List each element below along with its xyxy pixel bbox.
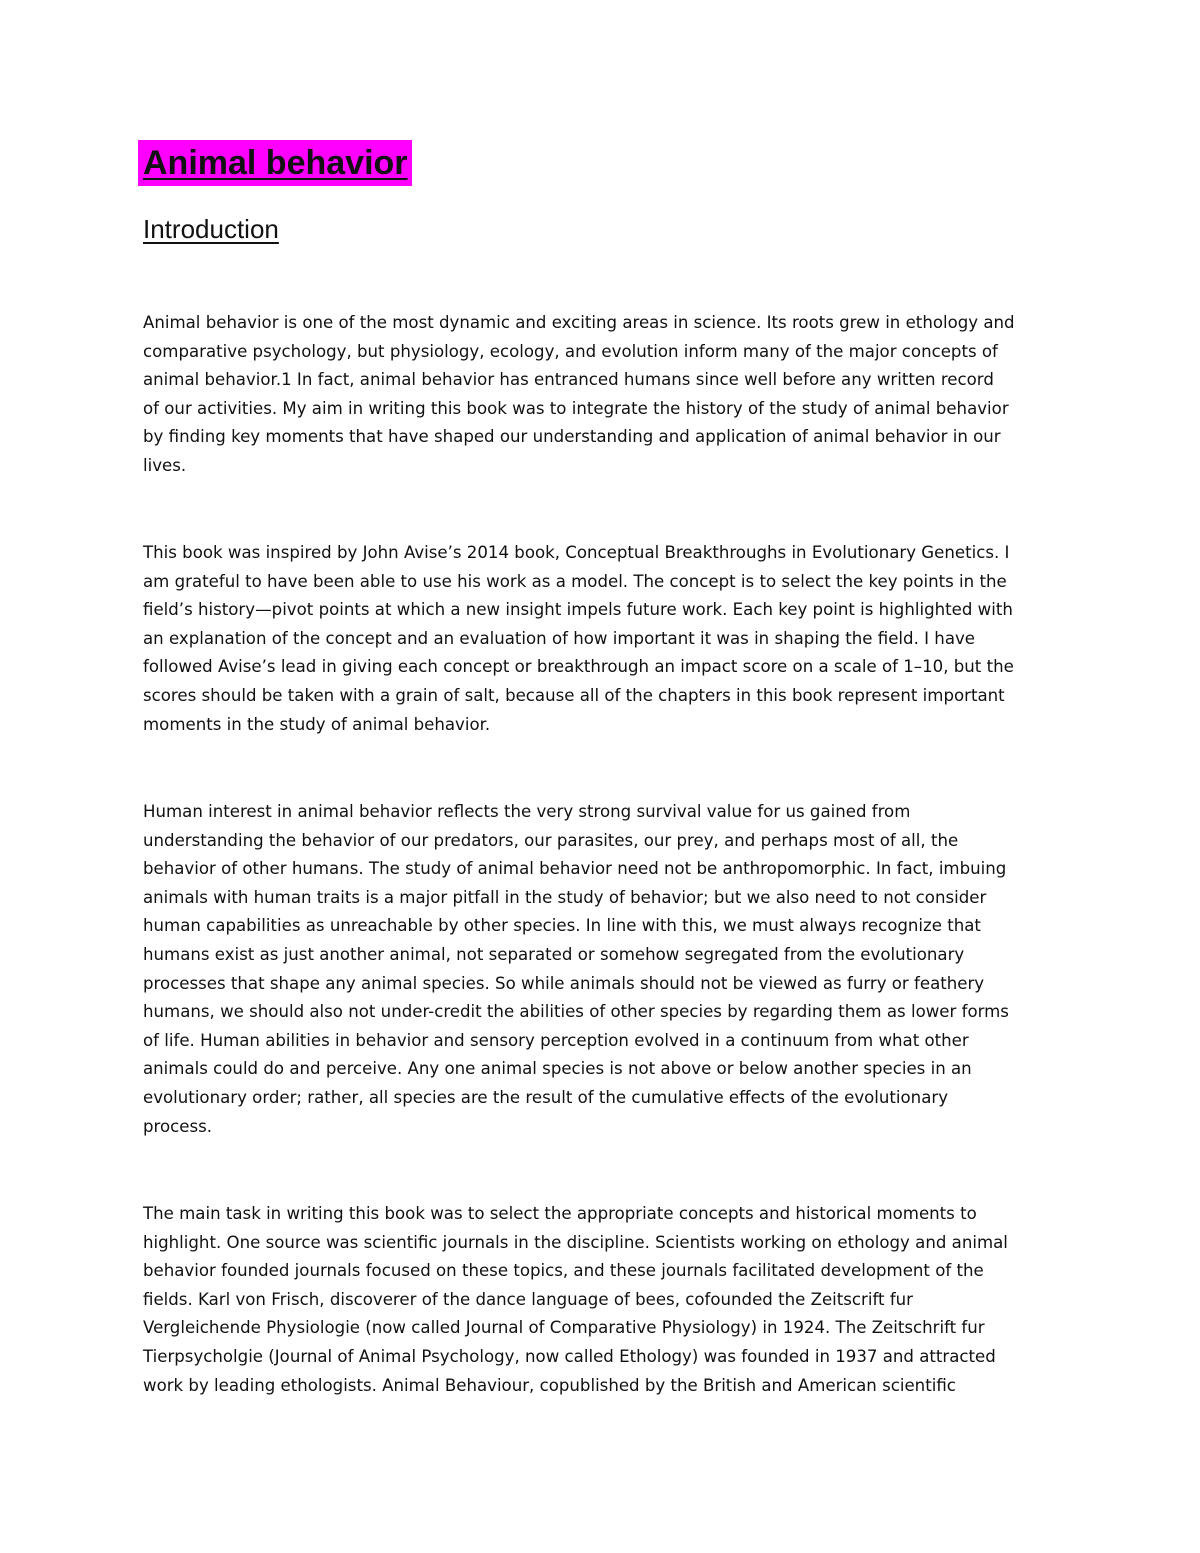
text-line: behavior of other humans. The study of animal behavior need not be anthropomorphic. In fact, imbuing (143, 859, 1007, 879)
text-line: highlight. One source was scientific journals in the discipline. Scientists working on ethology and animal (143, 1232, 1008, 1252)
text-line: Tierpsycholgie (Journal of Animal Psychology, now called Ethology) was founded in 1937 and attracted (143, 1346, 996, 1366)
section-heading-introduction: Introduction (143, 214, 279, 244)
text-line: human capabilities as unreachable by other species. In line with this, we must always recognize that (143, 916, 981, 936)
text-line: humans exist as just another animal, not separated or somehow segregated from the evolutionary (143, 944, 965, 964)
paragraph-3 (143, 798, 1073, 1141)
text-line: understanding the behavior of our predators, our parasites, our prey, and perhaps most of all, the (143, 830, 959, 850)
text-line: fields. Karl von Frisch, discoverer of the dance language of bees, cofounded the Zeitscrift fur (143, 1289, 914, 1309)
paragraph-2 (143, 539, 1073, 739)
text-line: comparative psychology, but physiology, ecology, and evolution inform many of the major concepts of (143, 341, 998, 361)
text-line: The main task in writing this book was to select the appropriate concepts and historical moments to (143, 1204, 977, 1223)
text-line: by finding key moments that have shaped our understanding and application of animal behavior in our (143, 427, 1001, 447)
text-line: an explanation of the concept and an evaluation of how important it was in shaping the field. I have (143, 628, 976, 648)
text-line: of life. Human abilities in behavior and sensory perception evolved in a continuum from what other (143, 1030, 969, 1050)
document-title: Animal behavior (138, 140, 412, 186)
text-line: Human interest in animal behavior reflects the very strong survival value for us gained from (143, 802, 911, 821)
paragraph-1 (143, 309, 1073, 481)
text-line: followed Avise’s lead in giving each concept or breakthrough an impact score on a scale of 1–10, but the (143, 657, 1014, 677)
text-line: process. (143, 1116, 213, 1136)
text-line: evolutionary order; rather, all species are the result of the cumulative effects of the evolutionary (143, 1087, 949, 1107)
paragraph-4 (143, 1200, 1073, 1400)
text-line: of our activities. My aim in writing this book was to integrate the history of the study of animal behavior (143, 398, 1009, 418)
text-line: behavior founded journals focused on these topics, and these journals facilitated development of the (143, 1261, 984, 1281)
text-line: This book was inspired by John Avise’s 2014 book, Conceptual Breakthroughs in Evolutionary Genetics. I (143, 543, 1010, 562)
text-line: Animal behavior is one of the most dynamic and exciting areas in science. Its roots grew in ethology and (143, 313, 1015, 332)
text-line: processes that shape any animal species. So while animals should not be viewed as furry or feathery (143, 973, 985, 993)
text-line: Vergleichende Physiologie (now called Journal of Comparative Physiology) in 1924. The Zeitschrift fur (143, 1318, 985, 1338)
text-line: animals with human traits is a major pitfall in the study of behavior; but we also need to not consider (143, 887, 987, 907)
text-line: lives. (143, 455, 187, 475)
text-line: moments in the study of animal behavior. (143, 714, 491, 734)
text-line: animals could do and perceive. Any one animal species is not above or below another species in an (143, 1059, 972, 1079)
text-line: scores should be taken with a grain of salt, because all of the chapters in this book represent important (143, 685, 1005, 705)
text-line: work by leading ethologists. Animal Behaviour, copublished by the British and American scientific (143, 1375, 956, 1395)
text-line: humans, we should also not under-credit the abilities of other species by regarding them as lower forms (143, 1002, 1009, 1022)
text-line: am grateful to have been able to use his work as a model. The concept is to select the key points in the (143, 571, 1007, 591)
text-line: field’s history—pivot points at which a new insight impels future work. Each key point is highlighted with (143, 600, 1013, 620)
text-line: animal behavior.1 In fact, animal behavior has entranced humans since well before any written record (143, 370, 994, 390)
